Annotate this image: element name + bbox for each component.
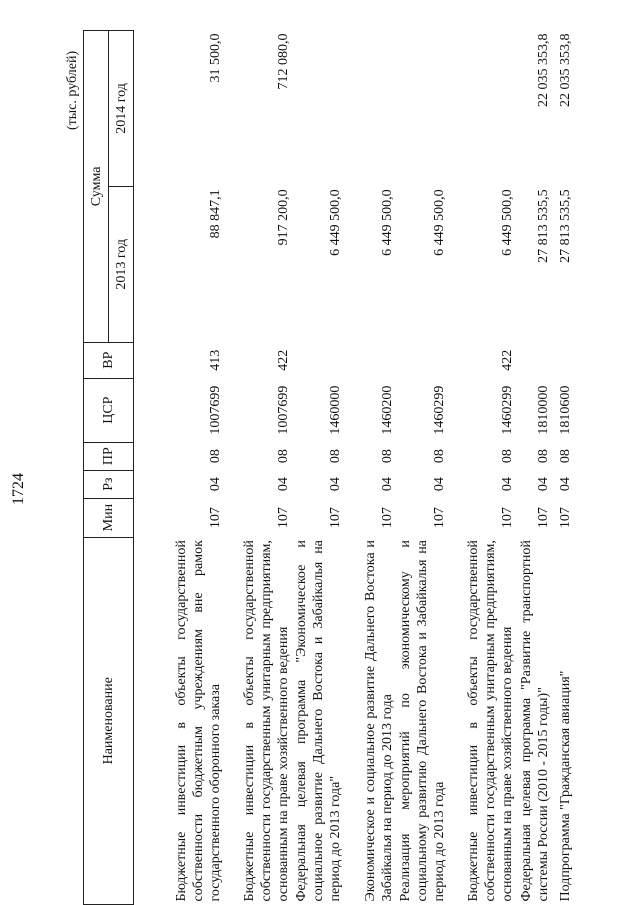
row-rz: 04 xyxy=(208,477,223,492)
header-vr: ВР xyxy=(84,342,134,378)
row-rz: 04 xyxy=(500,477,515,492)
row-min: 107 xyxy=(208,507,223,529)
table-row xyxy=(396,31,448,905)
row-vr xyxy=(516,342,552,378)
row-min: 107 xyxy=(558,507,573,529)
row-csr: 1460000 xyxy=(328,385,343,435)
row-vr: 422 xyxy=(276,349,291,371)
header-year-2013: 2013 год xyxy=(109,186,134,342)
table-row xyxy=(134,31,225,905)
row-name: Федеральная целевая программа "Экономическое и социальное развитие Дальнего Востока и Забайкалья на период до 2013 года" xyxy=(294,540,343,902)
table-row xyxy=(448,31,516,905)
row-sum-2013: 917 200,0 xyxy=(276,189,291,246)
row-min: 107 xyxy=(380,507,395,529)
row-pr: 08 xyxy=(500,449,515,464)
row-vr xyxy=(552,342,574,378)
row-csr: 1460299 xyxy=(432,385,447,435)
table-header-row xyxy=(84,31,109,905)
row-vr xyxy=(292,342,344,378)
row-sum-2014: 31 500,0 xyxy=(208,33,223,83)
header-sum: Сумма xyxy=(84,31,109,343)
row-rz: 04 xyxy=(432,477,447,492)
row-sum-2013: 6 449 500,0 xyxy=(500,189,515,256)
row-vr xyxy=(344,342,396,378)
row-pr: 08 xyxy=(558,449,573,464)
row-vr: 413 xyxy=(208,349,223,371)
row-rz: 04 xyxy=(276,477,291,492)
row-name: Бюджетные инвестиции в объекты государственной собственности бюджетным учреждениям вне рамок государственного оборонного заказа xyxy=(174,540,223,902)
row-sum-2014: 22 035 353,8 xyxy=(536,33,551,107)
row-min: 107 xyxy=(432,507,447,529)
row-pr: 08 xyxy=(432,449,447,464)
row-min: 107 xyxy=(328,507,343,529)
row-pr: 08 xyxy=(536,449,551,464)
header-min: Мин xyxy=(84,498,134,537)
header-year-2014: 2014 год xyxy=(109,31,134,187)
row-csr: 1460299 xyxy=(500,385,515,435)
row-rz: 04 xyxy=(380,477,395,492)
row-sum-2014 xyxy=(448,31,516,187)
row-name: Федеральная целевая программа "Развитие транспортной системы России (2010 - 2015 годы)" xyxy=(519,540,551,902)
row-csr: 1007699 xyxy=(276,385,291,435)
row-rz: 04 xyxy=(558,477,573,492)
row-pr: 08 xyxy=(328,449,343,464)
row-sum-2013: 6 449 500,0 xyxy=(380,189,395,256)
row-csr: 1810000 xyxy=(536,385,551,435)
row-sum-2014 xyxy=(396,31,448,187)
page-number: 1724 xyxy=(10,473,27,505)
row-pr: 08 xyxy=(208,449,223,464)
row-min: 107 xyxy=(276,507,291,529)
table-row xyxy=(516,31,552,905)
row-name: Бюджетные инвестиции в объекты государственной собственности государственным унитарным предприятиям, основанным на праве хозяйственного ведения xyxy=(242,540,291,902)
header-pr: ПР xyxy=(84,442,134,470)
header-rz: Рз xyxy=(84,470,134,498)
row-sum-2014 xyxy=(292,31,344,187)
row-sum-2013: 27 813 535,5 xyxy=(536,189,551,263)
budget-table xyxy=(83,30,574,905)
row-sum-2014: 712 080,0 xyxy=(276,33,291,90)
row-vr: 422 xyxy=(500,349,515,371)
row-name: Бюджетные инвестиции в объекты государственной собственности государственным унитарным предприятиям, основанным на праве хозяйственного ведения xyxy=(466,540,515,902)
row-sum-2013: 6 449 500,0 xyxy=(432,189,447,256)
units-note: (тыс. рублей) xyxy=(65,50,80,130)
table-row xyxy=(552,31,574,905)
row-sum-2014: 22 035 353,8 xyxy=(558,33,573,107)
row-sum-2013: 27 813 535,5 xyxy=(558,189,573,263)
row-rz: 04 xyxy=(328,477,343,492)
row-min: 107 xyxy=(536,507,551,529)
row-name: Экономическое и социальное развитие Дальнего Востока и Забайкалья на период до 2013 года xyxy=(363,540,395,902)
row-sum-2014 xyxy=(344,31,396,187)
header-name: Наименование xyxy=(84,537,134,904)
row-pr: 08 xyxy=(276,449,291,464)
row-rz: 04 xyxy=(536,477,551,492)
row-min: 107 xyxy=(500,507,515,529)
table-row xyxy=(344,31,396,905)
row-vr xyxy=(396,342,448,378)
row-pr: 08 xyxy=(380,449,395,464)
header-csr: ЦСР xyxy=(84,378,134,442)
row-csr: 1007699 xyxy=(208,385,223,435)
row-sum-2013: 6 449 500,0 xyxy=(328,189,343,256)
row-sum-2013: 88 847,1 xyxy=(208,189,223,239)
row-name: Реализация мероприятий по экономическому и социальному развитию Дальнего Востока и Забайкалья на период до 2013 года xyxy=(398,540,447,902)
row-csr: 1810600 xyxy=(558,385,573,435)
table-row xyxy=(292,31,344,905)
table-row xyxy=(224,31,292,905)
row-csr: 1460200 xyxy=(380,385,395,435)
row-name: Подпрограмма "Гражданская авиация" xyxy=(558,670,573,902)
